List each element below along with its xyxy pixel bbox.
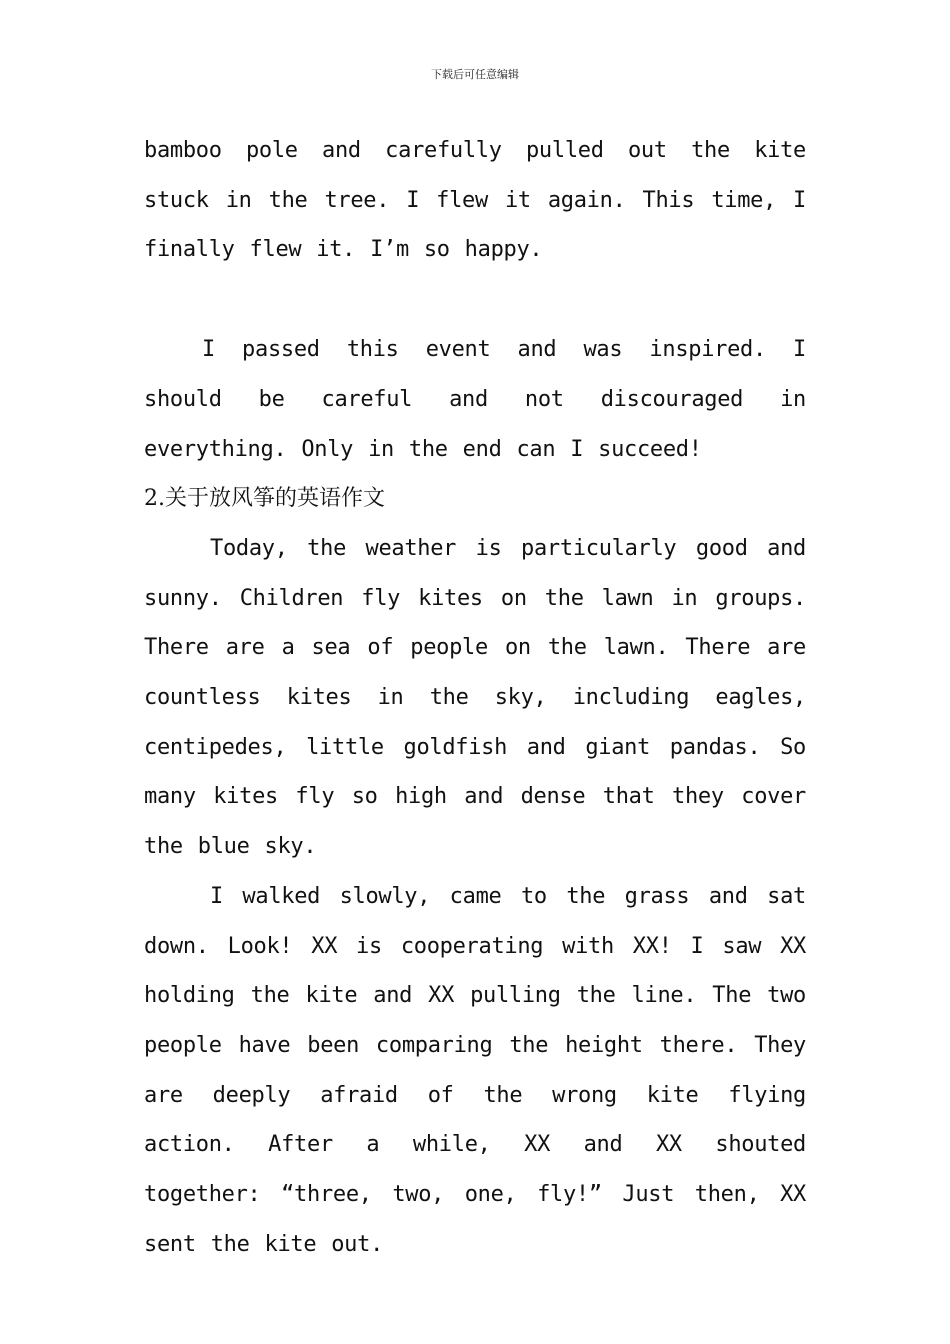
section-heading: 2.关于放风筝的英语作文 [144,486,385,512]
page-header: 下载后可任意编辑 [431,68,519,81]
paragraph-kite-retrieved: bamboo pole and carefully pulled out the kite stuck in the tree. I flew it again. This time, I finally flew it. I’m so happy. [144,138,806,263]
document-body [144,126,806,1269]
paragraph-inspired: I passed this event and was inspired. I should be careful and not discouraged in everything. Only in the end can I succeed! [144,337,806,462]
paragraph-gap [144,275,806,325]
paragraph-cooperating: I walked slowly, came to the grass and sat down. Look! XX is cooperating with XX! I saw XX holding the kite and XX pulling the line. The two people have been comparing the height there. They are deeply afraid of the wrong kite flying action. After a while, XX and XX shouted together: “three, two, one, fly!” Just then, XX sent the kite out. [144,883,806,1257]
paragraph-weather: Today, the weather is particularly good and sunny. Children fly kites on the lawn in groups. There are a sea of people on the lawn. There are countless kites in the sky, including eagles, centipedes, little goldfish and giant pandas. So many kites fly so high and dense that they cover the blue sky. [144,535,806,860]
